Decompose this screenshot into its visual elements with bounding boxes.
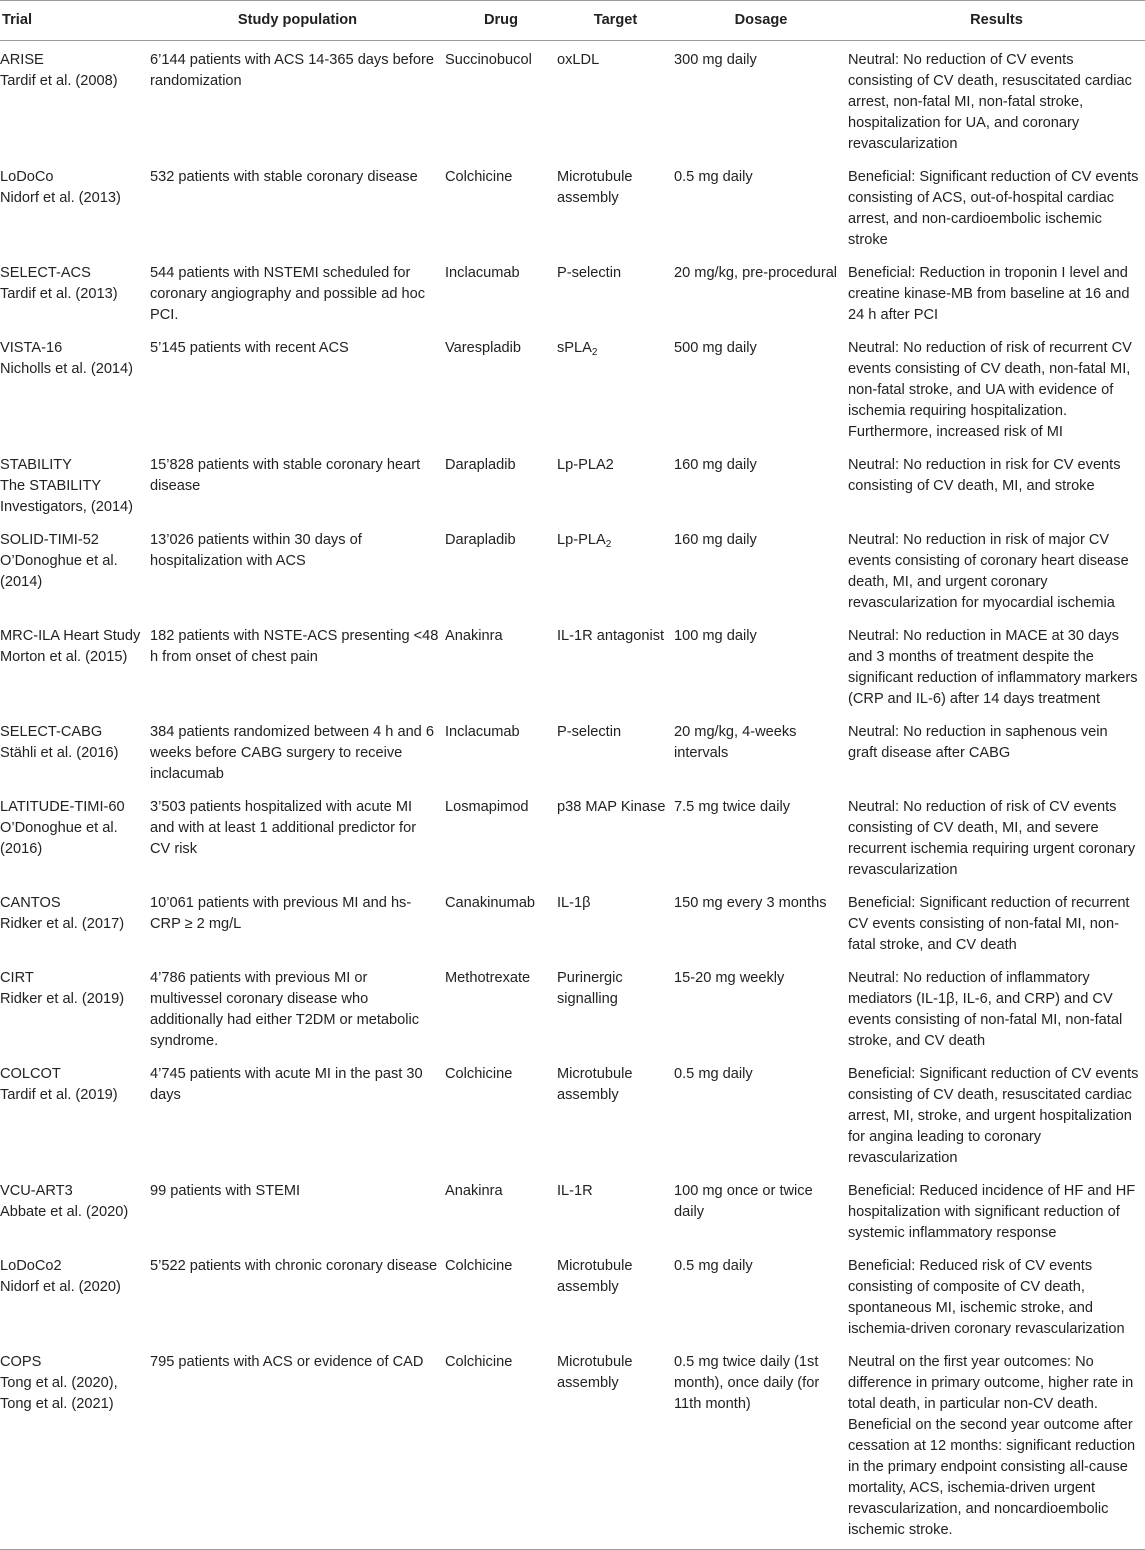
trial-name: VISTA-16 bbox=[0, 340, 63, 356]
trial-reference: Ridker et al. (2019) bbox=[0, 991, 125, 1007]
table-row bbox=[0, 254, 1145, 329]
cell-drug: Darapladib bbox=[445, 532, 516, 548]
table-row bbox=[0, 41, 1145, 159]
trial-name: CANTOS bbox=[0, 895, 61, 911]
cell-population: 15’828 patients with stable coronary heart disease bbox=[150, 457, 421, 494]
cell-trial bbox=[0, 959, 150, 1055]
cell-trial bbox=[0, 617, 150, 713]
cell-dosage: 160 mg daily bbox=[674, 532, 757, 548]
cell-population: 3’503 patients hospitalized with acute MI and with at least 1 additional predictor for CV risk bbox=[150, 799, 417, 857]
table-row bbox=[0, 884, 1145, 959]
cell-population: 13’026 patients within 30 days of hospitalization with ACS bbox=[150, 532, 362, 569]
cell-target: oxLDL bbox=[557, 52, 600, 68]
cell-drug: Canakinumab bbox=[445, 895, 536, 911]
cell-drug: Anakinra bbox=[445, 1183, 503, 1199]
cell-results: Neutral on the first year outcomes: No difference in primary outcome, higher rate in total death, in particular non-CV death. Beneficial on the second year outcome after cessation at 12 months: significant reduction in the primary endpoint consisting all-cause mortality, ACS, ischemia-driven urgent revascularization, and noncardioembolic ischemic stroke. bbox=[848, 1343, 1145, 1550]
trial-reference: Tardif et al. (2008) bbox=[0, 73, 118, 89]
cell-dosage: 100 mg daily bbox=[674, 628, 757, 644]
target-subscript: 2 bbox=[591, 347, 598, 358]
header-trial: Trial bbox=[0, 1, 150, 41]
table-row bbox=[0, 1247, 1145, 1343]
trial-reference: Nicholls et al. (2014) bbox=[0, 361, 134, 377]
trial-reference: O’Donoghue et al. (2014) bbox=[0, 553, 118, 590]
trial-reference: Ridker et al. (2017) bbox=[0, 916, 125, 932]
cell-trial bbox=[0, 1343, 150, 1550]
trial-reference: O’Donoghue et al. (2016) bbox=[0, 820, 118, 857]
cell-results: Beneficial: Reduced risk of CV events consisting of composite of CV death, spontaneous MI, ischemic stroke, and ischemia-driven coronary revascularization bbox=[848, 1258, 1125, 1337]
cell-trial bbox=[0, 329, 150, 446]
cell-dosage: 0.5 mg twice daily (1st month), once daily (for 11th month) bbox=[674, 1343, 848, 1550]
cell-trial bbox=[0, 446, 150, 521]
cell-target: p38 MAP Kinase bbox=[557, 799, 666, 815]
cell-dosage: 15-20 mg weekly bbox=[674, 970, 785, 986]
cell-results: Neutral: No reduction in MACE at 30 days and 3 months of treatment despite the significant reduction of inflammatory markers (CRP and IL-6) after 14 days treatment bbox=[848, 628, 1138, 707]
table-row bbox=[0, 1172, 1145, 1247]
table-row bbox=[0, 713, 1145, 788]
cell-target bbox=[557, 329, 674, 446]
cell-results: Neutral: No reduction of inflammatory mediators (IL-1β, IL-6, and CRP) and CV events consisting of non-fatal MI, non-fatal stroke, and CV death bbox=[848, 970, 1123, 1049]
trial-reference: Stähli et al. (2016) bbox=[0, 745, 119, 761]
cell-target: P-selectin bbox=[557, 265, 622, 281]
target-name: sPLA bbox=[557, 340, 592, 356]
trial-name: LoDoCo2 bbox=[0, 1258, 62, 1274]
table-row bbox=[0, 329, 1145, 446]
cell-population: 6’144 patients with ACS 14-365 days before randomization bbox=[150, 52, 434, 89]
trial-name: SELECT-CABG bbox=[0, 724, 103, 740]
trial-name: VCU-ART3 bbox=[0, 1183, 73, 1199]
table-row bbox=[0, 1343, 1145, 1550]
trial-name: LoDoCo bbox=[0, 169, 54, 185]
cell-dosage: 0.5 mg daily bbox=[674, 1258, 753, 1274]
cell-results: Neutral: No reduction of CV events consisting of CV death, resuscitated cardiac arrest, non-fatal MI, non-fatal stroke, hospitalization for UA, and coronary revascularization bbox=[848, 52, 1132, 152]
cell-target: IL-1R antagonist bbox=[557, 628, 665, 644]
cell-target: P-selectin bbox=[557, 724, 622, 740]
cell-trial bbox=[0, 41, 150, 159]
cell-results: Neutral: No reduction in risk of major CV events consisting of coronary heart disease death, MI, and urgent coronary revascularization for myocardial ischemia bbox=[848, 532, 1129, 611]
cell-results: Neutral: No reduction in saphenous vein graft disease after CABG bbox=[848, 724, 1108, 761]
cell-target: IL-1R bbox=[557, 1183, 593, 1199]
cell-drug: Inclacumab bbox=[445, 724, 520, 740]
cell-population: 182 patients with NSTE-ACS presenting <48 h from onset of chest pain bbox=[150, 628, 439, 665]
cell-trial bbox=[0, 158, 150, 254]
target-subscript: 2 bbox=[605, 539, 612, 550]
trial-name: STABILITY bbox=[0, 457, 72, 473]
cell-results: Neutral: No reduction of risk of recurrent CV events consisting of CV death, non-fatal MI, non-fatal stroke, and UA with evidence of ischemia requiring hospitalization. Furthermore, increased risk of MI bbox=[848, 340, 1132, 440]
cell-trial bbox=[0, 788, 150, 884]
cell-trial bbox=[0, 1247, 150, 1343]
trial-reference: Nidorf et al. (2020) bbox=[0, 1279, 121, 1295]
cell-population: 384 patients randomized between 4 h and 6 weeks before CABG surgery to receive inclacumab bbox=[150, 724, 434, 782]
table-row bbox=[0, 788, 1145, 884]
trial-name: MRC-ILA Heart Study bbox=[0, 628, 141, 644]
cell-drug: Colchicine bbox=[445, 1258, 513, 1274]
cell-results: Neutral: No reduction of risk of CV events consisting of CV death, MI, and severe recurrent ischemia requiring urgent coronary revascularization bbox=[848, 799, 1136, 878]
header-population: Study population bbox=[150, 1, 445, 41]
table-row bbox=[0, 959, 1145, 1055]
cell-results: Neutral: No reduction in risk for CV events consisting of CV death, MI, and stroke bbox=[848, 457, 1121, 494]
header-drug: Drug bbox=[445, 1, 557, 41]
cell-drug: Colchicine bbox=[445, 169, 513, 185]
cell-results: Beneficial: Reduction in troponin I level and creatine kinase-MB from baseline at 16 and 24 h after PCI bbox=[848, 265, 1130, 323]
table-row bbox=[0, 446, 1145, 521]
cell-dosage: 300 mg daily bbox=[674, 52, 757, 68]
trial-reference: Tardif et al. (2019) bbox=[0, 1087, 118, 1103]
trial-name: SOLID-TIMI-52 bbox=[0, 532, 99, 548]
cell-drug: Colchicine bbox=[445, 1343, 557, 1550]
cell-results: Beneficial: Significant reduction of CV events consisting of CV death, resuscitated cardiac arrest, MI, stroke, and urgent hospitalization for angina leading to coronary revascularization bbox=[848, 1066, 1139, 1166]
cell-population: 4’786 patients with previous MI or multivessel coronary disease who additionally had either T2DM or metabolic syndrome. bbox=[150, 970, 420, 1049]
cell-dosage: 0.5 mg daily bbox=[674, 169, 753, 185]
table-row bbox=[0, 617, 1145, 713]
cell-target bbox=[557, 521, 674, 617]
target-name: Lp-PLA bbox=[557, 532, 606, 548]
header-results: Results bbox=[848, 1, 1145, 41]
cell-drug: Varespladib bbox=[445, 340, 521, 356]
cell-dosage: 0.5 mg daily bbox=[674, 1066, 753, 1082]
header-dosage: Dosage bbox=[674, 1, 848, 41]
trial-name: COLCOT bbox=[0, 1066, 61, 1082]
cell-results: Beneficial: Significant reduction of CV events consisting of ACS, out-of-hospital cardiac arrest, and non-cardioembolic ischemic stroke bbox=[848, 169, 1139, 248]
trial-name: ARISE bbox=[0, 52, 44, 68]
cell-drug: Darapladib bbox=[445, 457, 516, 473]
cell-results: Beneficial: Significant reduction of recurrent CV events consisting of non-fatal MI, non-fatal stroke, and CV death bbox=[848, 895, 1130, 953]
header-row bbox=[0, 1, 1145, 41]
cell-trial bbox=[0, 521, 150, 617]
cell-population: 5’522 patients with chronic coronary disease bbox=[150, 1258, 438, 1274]
cell-trial bbox=[0, 713, 150, 788]
cell-dosage: 100 mg once or twice daily bbox=[674, 1183, 813, 1220]
table-row bbox=[0, 1055, 1145, 1172]
cell-target: Lp-PLA2 bbox=[557, 457, 614, 473]
cell-dosage: 150 mg every 3 months bbox=[674, 895, 827, 911]
trial-reference: The STABILITY Investigators, (2014) bbox=[0, 478, 134, 515]
cell-target: IL-1β bbox=[557, 895, 591, 911]
cell-trial bbox=[0, 1172, 150, 1247]
trial-name: COPS bbox=[0, 1354, 42, 1370]
cell-drug: Succinobucol bbox=[445, 52, 532, 68]
table-row bbox=[0, 521, 1145, 617]
cell-population: 99 patients with STEMI bbox=[150, 1183, 301, 1199]
trial-name: LATITUDE-TIMI-60 bbox=[0, 799, 125, 815]
cell-drug: Losmapimod bbox=[445, 799, 529, 815]
cell-drug: Colchicine bbox=[445, 1066, 513, 1082]
cell-population: 4’745 patients with acute MI in the past 30 days bbox=[150, 1066, 423, 1103]
cell-target: Purinergic signalling bbox=[557, 970, 623, 1007]
cell-trial bbox=[0, 254, 150, 329]
cell-population: 795 patients with ACS or evidence of CAD bbox=[150, 1343, 445, 1550]
cell-dosage: 500 mg daily bbox=[674, 340, 757, 356]
trial-reference: Nidorf et al. (2013) bbox=[0, 190, 121, 206]
cell-drug: Methotrexate bbox=[445, 970, 531, 986]
cell-drug: Anakinra bbox=[445, 628, 503, 644]
cell-trial bbox=[0, 1055, 150, 1172]
cell-population: 5’145 patients with recent ACS bbox=[150, 340, 349, 356]
cell-target: Microtubule assembly bbox=[557, 1066, 633, 1103]
cell-population: 532 patients with stable coronary disease bbox=[150, 169, 418, 185]
trial-reference: Tardif et al. (2013) bbox=[0, 286, 118, 302]
cell-target: Microtubule assembly bbox=[557, 1343, 674, 1550]
trial-reference: Abbate et al. (2020) bbox=[0, 1204, 129, 1220]
cell-trial bbox=[0, 884, 150, 959]
trial-reference: Morton et al. (2015) bbox=[0, 649, 128, 665]
cell-drug: Inclacumab bbox=[445, 265, 520, 281]
trial-name: SELECT-ACS bbox=[0, 265, 91, 281]
cell-population: 10’061 patients with previous MI and hs-CRP ≥ 2 mg/L bbox=[150, 895, 412, 932]
cell-results: Beneficial: Reduced incidence of HF and HF hospitalization with significant reduction of systemic inflammatory response bbox=[848, 1183, 1136, 1241]
cell-target: Microtubule assembly bbox=[557, 169, 633, 206]
cell-dosage: 160 mg daily bbox=[674, 457, 757, 473]
cell-dosage: 20 mg/kg, 4-weeks intervals bbox=[674, 724, 797, 761]
header-target: Target bbox=[557, 1, 674, 41]
cell-dosage: 7.5 mg twice daily bbox=[674, 799, 790, 815]
trial-reference: Tong et al. (2020), bbox=[0, 1375, 118, 1391]
cell-dosage: 20 mg/kg, pre-procedural bbox=[674, 265, 838, 281]
cell-population: 544 patients with NSTEMI scheduled for coronary angiography and possible ad hoc PCI. bbox=[150, 265, 426, 323]
trial-reference: Tong et al. (2021) bbox=[0, 1396, 114, 1412]
trial-name: CIRT bbox=[0, 970, 34, 986]
table-row bbox=[0, 158, 1145, 254]
cell-target: Microtubule assembly bbox=[557, 1258, 633, 1295]
